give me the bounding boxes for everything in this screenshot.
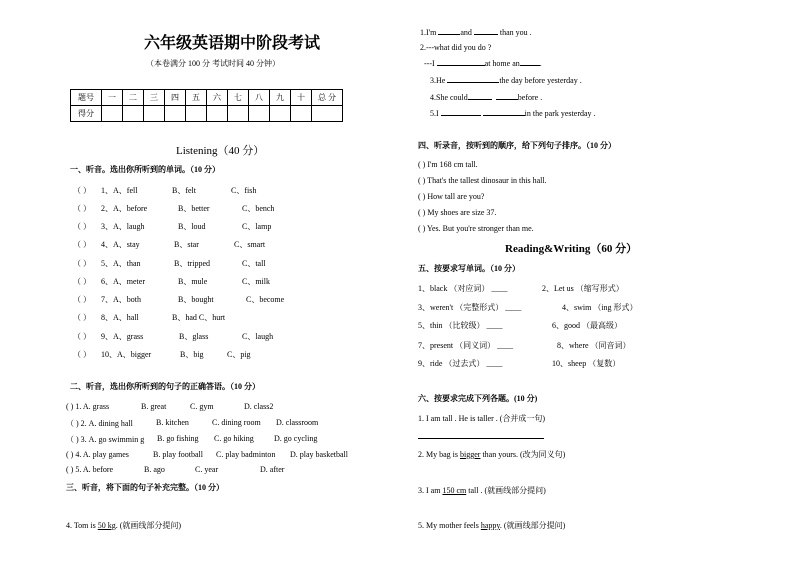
option-c: C、laugh <box>242 332 274 341</box>
fill-text: ---I <box>424 59 437 68</box>
option-a: ( ) 1. A. grass <box>66 402 110 411</box>
word-item: 3、weren't （完整形式） ____ <box>418 303 522 312</box>
option-c: C. play badminton <box>216 450 276 459</box>
option-c: C、pig <box>227 350 251 359</box>
option-a: ( ) 4. A. play games <box>66 450 129 459</box>
ordering-item[interactable]: ( ) Yes. But you're stronger than me. <box>418 224 534 233</box>
score-col-header: 三 <box>144 90 165 106</box>
score-col-header: 七 <box>228 90 249 106</box>
option-b: B、mule <box>178 277 208 286</box>
blank[interactable] <box>438 34 460 35</box>
option-d: D. classroom <box>276 418 319 427</box>
fill-text: the day before yesterday . <box>499 76 582 85</box>
score-cell[interactable] <box>186 106 207 122</box>
score-col-header: 二 <box>123 90 144 106</box>
option-a: 2、A、before <box>101 204 148 213</box>
option-c: C、bench <box>242 204 275 213</box>
option-b: B. kitchen <box>156 418 189 427</box>
blank[interactable] <box>496 99 518 100</box>
option-c: C、milk <box>242 277 271 286</box>
option-b: B、bought <box>178 295 214 304</box>
word-item: 7、present （同义词） ____ <box>418 341 514 350</box>
option-b: B. play football <box>153 450 203 459</box>
word-item: 10、sheep （复数） <box>552 359 621 368</box>
question-text: . (就画线部分提问) <box>499 521 566 530</box>
option-b: B、big <box>180 350 204 359</box>
option-c: C. dining room <box>212 418 261 427</box>
ordering-item[interactable]: ( ) That's the tallest dinosaur in this hall. <box>418 176 547 185</box>
score-col-header: 五 <box>186 90 207 106</box>
score-cell[interactable] <box>123 106 144 122</box>
option-b: B. great <box>141 402 167 411</box>
option-b: B. ago <box>144 465 165 474</box>
option-a: 3、A、laugh <box>101 222 145 231</box>
score-table-label: 题号 <box>71 90 102 106</box>
section-6-q5 <box>418 520 565 531</box>
score-col-header: 六 <box>207 90 228 106</box>
answer-line[interactable] <box>418 438 544 439</box>
answer-paren[interactable]: （ ） <box>73 332 91 341</box>
option-a: 7、A、both <box>101 295 141 304</box>
reading-writing-heading: Reading&Writing（60 分） <box>505 243 638 255</box>
underlined-text: bigger <box>460 450 481 459</box>
fill-text: 1.I'm <box>420 28 439 37</box>
score-cell[interactable] <box>165 106 186 122</box>
score-col-header: 九 <box>270 90 291 106</box>
option-c: C. year <box>195 465 219 474</box>
score-cell[interactable] <box>207 106 228 122</box>
score-col-header: 一 <box>102 90 123 106</box>
fill-text: in the park yesterday . <box>524 109 596 118</box>
option-d: D. go cycling <box>274 434 318 443</box>
option-c: C、fish <box>231 186 257 195</box>
option-b: B. go fishing <box>157 434 199 443</box>
score-row-label: 得分 <box>71 106 102 122</box>
option-a: ( ) 5. A. before <box>66 465 114 474</box>
option-b: B、glass <box>179 332 209 341</box>
section-1-title: 一、听音。选出你所听到的单词。（10 分） <box>70 165 220 174</box>
fill-line-2: 2.---what did you do ? <box>420 43 492 52</box>
option-a: 8、A、hall <box>101 313 139 322</box>
exam-subtitle: （本卷满分 100 分 考试时间 40 分钟） <box>146 59 280 68</box>
option-a: 5、A、than <box>101 259 141 268</box>
option-c: C、lamp <box>242 222 272 231</box>
option-b: B、felt <box>172 186 196 195</box>
option-a: （ ) 2. A. dining hall <box>66 419 133 428</box>
option-a: 10、A、bigger <box>101 350 152 359</box>
answer-paren[interactable]: （ ） <box>73 186 91 195</box>
fill-text: 4.She could <box>430 93 468 102</box>
fill-text: before . <box>517 93 543 102</box>
score-cell[interactable] <box>249 106 270 122</box>
section-6-q3 <box>418 485 546 496</box>
section-4-title: 四、听录音，按听到的顺序，给下列句子排序。（10 分） <box>418 141 616 150</box>
underlined-text: happy <box>480 521 500 530</box>
listening-heading: Listening（40 分） <box>176 145 265 157</box>
question-text: 2. My bag is <box>418 450 460 459</box>
blank[interactable] <box>474 34 498 35</box>
section-3-title: 三、听音，将下面的句子补充完整。（10 分） <box>66 483 224 492</box>
option-b: B、tripped <box>174 259 210 268</box>
underlined-text: 50 kg <box>97 521 116 530</box>
section-5-title: 五、按要求写单词。（10 分） <box>418 264 520 273</box>
fill-text: 3.He <box>430 76 448 85</box>
score-cell[interactable] <box>270 106 291 122</box>
answer-paren[interactable]: （ ） <box>73 350 91 359</box>
option-d: D. class2 <box>244 402 274 411</box>
blank[interactable] <box>483 115 525 116</box>
answer-paren[interactable]: （ ） <box>73 240 91 249</box>
section-2-title: 二、听音，选出你所听到的句子的正确答语。（10 分） <box>70 382 260 391</box>
option-a: 1、A、fell <box>101 186 138 195</box>
fill-line-3 <box>430 76 582 85</box>
word-item: 1、black （对应词） ____ <box>418 284 508 293</box>
underlined-text: 150 cm <box>442 486 467 495</box>
option-c: C、smart <box>234 240 266 249</box>
score-table <box>70 89 343 122</box>
fill-line-1 <box>420 28 532 37</box>
fill-text: at home an <box>484 59 520 68</box>
score-col-header: 八 <box>249 90 270 106</box>
question-4-left <box>66 520 181 531</box>
question-text: 3. I am <box>418 486 443 495</box>
option-c: C、tall <box>242 259 266 268</box>
section-6-q2 <box>418 449 565 460</box>
option-b: B、loud <box>178 222 206 231</box>
blank[interactable] <box>441 115 481 116</box>
option-a: 4、A、stay <box>101 240 140 249</box>
question-text: 4. Tom is <box>66 521 98 530</box>
fill-line-2b <box>424 59 542 68</box>
option-b: B、had C、hurt <box>172 313 226 322</box>
score-cell[interactable] <box>228 106 249 122</box>
option-a: 9、A、grass <box>101 332 144 341</box>
score-cell[interactable] <box>312 106 343 122</box>
option-b: B、star <box>174 240 199 249</box>
answer-paren[interactable]: （ ） <box>73 277 91 286</box>
score-col-header: 十 <box>291 90 312 106</box>
score-cell[interactable] <box>102 106 123 122</box>
option-a: （ ) 3. A. go swimmin g <box>66 435 145 444</box>
page-title: 六年级英语期中阶段考试 <box>144 33 321 52</box>
blank[interactable] <box>520 65 540 66</box>
section-6-title: 六、按要求完成下列各题。(10 分) <box>418 394 538 403</box>
score-cell[interactable] <box>144 106 165 122</box>
fill-text: than you . <box>499 28 532 37</box>
option-d: D. after <box>260 465 285 474</box>
option-d: D. play basketball <box>290 450 348 459</box>
ordering-item[interactable]: ( ) I'm 168 cm tall. <box>418 160 478 169</box>
blank[interactable] <box>437 65 485 66</box>
section-6-q1: 1. I am tall . He is taller . (合并成一句) <box>418 414 546 423</box>
word-item: 5、thin （比较级） ____ <box>418 321 503 330</box>
answer-paren[interactable]: （ ） <box>73 295 91 304</box>
answer-paren[interactable]: （ ） <box>73 204 91 213</box>
question-text: 5. My mother feels <box>418 521 481 530</box>
answer-paren[interactable]: （ ） <box>73 313 91 322</box>
score-col-header: 总 分 <box>312 90 343 106</box>
fill-text: and <box>460 28 474 37</box>
blank[interactable] <box>447 82 499 83</box>
option-c: C. gym <box>190 402 214 411</box>
answer-paren[interactable]: （ ） <box>73 259 91 268</box>
option-c: C、become <box>246 295 285 304</box>
score-cell[interactable] <box>291 106 312 122</box>
score-col-header: 四 <box>165 90 186 106</box>
word-item: 6、good （最高级） <box>552 321 622 330</box>
blank[interactable] <box>468 99 492 100</box>
option-b: B、better <box>178 204 210 213</box>
question-text: tall . (就画线部分提问) <box>466 486 546 495</box>
option-a: 6、A、meter <box>101 277 145 286</box>
question-text: than yours. (改为同义句) <box>480 450 566 459</box>
fill-text: . <box>539 59 542 68</box>
question-text: . (就画线部分提问) <box>115 521 182 530</box>
word-item: 8、where （同音词） <box>557 341 631 350</box>
word-item: 9、ride （过去式） ____ <box>418 359 503 368</box>
fill-line-4 <box>430 93 542 102</box>
score-table-header-row <box>71 90 343 106</box>
option-c: C. go hiking <box>214 434 254 443</box>
answer-paren[interactable]: （ ） <box>73 222 91 231</box>
score-table-score-row <box>71 106 343 122</box>
fill-line-5 <box>430 109 596 118</box>
fill-text: 5.I <box>430 109 441 118</box>
word-item: 4、swim （ing 形式） <box>562 303 638 312</box>
ordering-item[interactable]: ( ) My shoes are size 37. <box>418 208 497 217</box>
word-item: 2、Let us （缩写形式） <box>542 284 624 293</box>
ordering-item[interactable]: ( ) How tall are you? <box>418 192 485 201</box>
